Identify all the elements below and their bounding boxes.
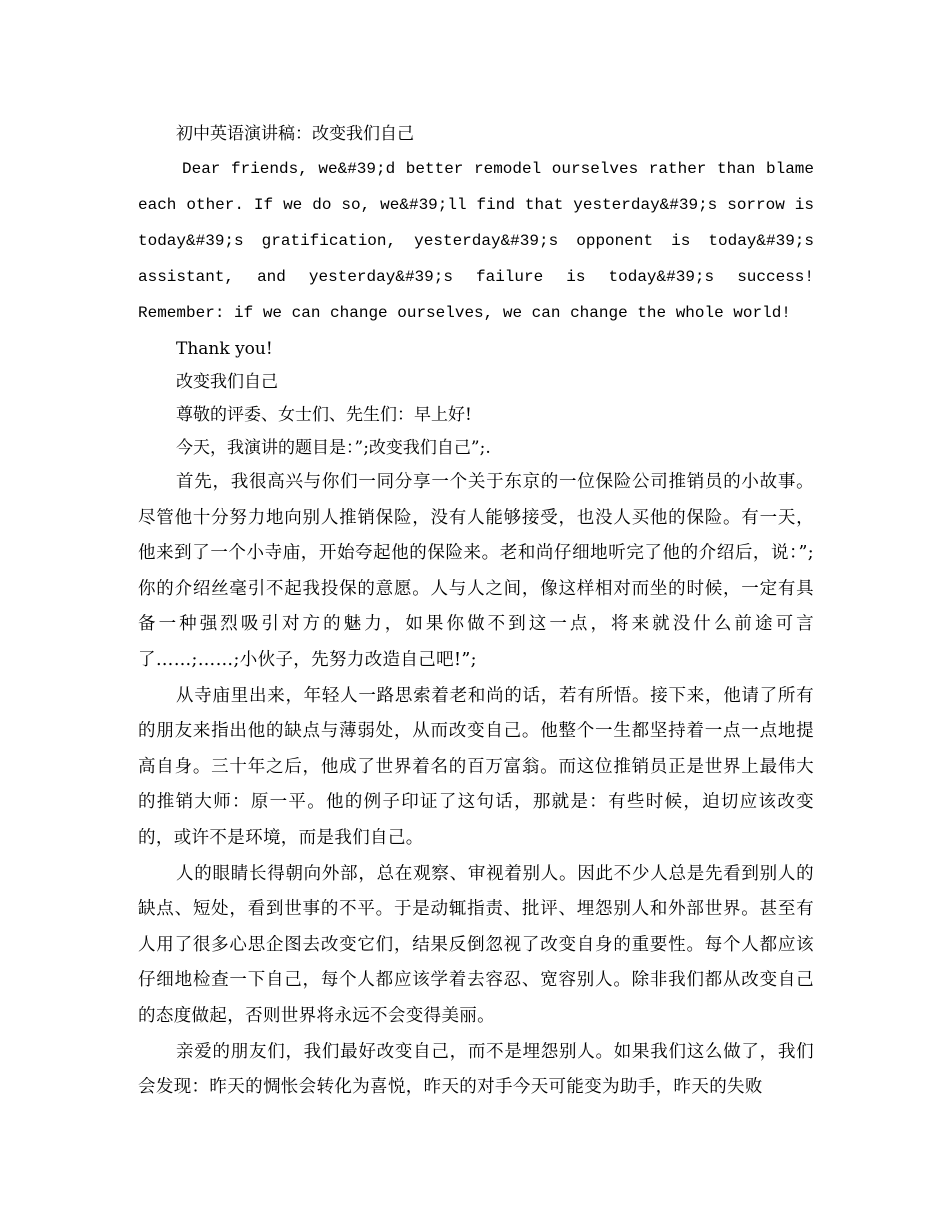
thanks-line: Thank you! — [176, 339, 273, 359]
chinese-title: 改变我们自己 — [176, 372, 278, 392]
english-paragraph: Dear friends, we&#39;d better remodel ourselves rather than blame each other. If we do so, we&#39;ll find that yesterday&#39;s sorrow is today&#39;s gratification, yesterday&#39;s opponent is today&#39;s assistant, and yesterday&#39;s failure is today&#39;s success! Remember: if we can change ourselves, we can change the whole world! — [138, 160, 814, 322]
document-title: 初中英语演讲稿：改变我们自己 — [176, 124, 414, 144]
body-paragraph: 从寺庙里出来，年轻人一路思索着老和尚的话，若有所悟。接下来，他请了所有的朋友来指出他的缺点与薄弱处，从而改变自己。他整个一生都坚持着一点一点地提高自身。三十年之后，他成了世界着名的百万富翁。而这位推销员正是世界上最伟大的推销大师：原一平。他的例子印证了这句话，那就是：有些时候，迫切应该改变的，或许不是环境，而是我们自己。 — [138, 685, 814, 848]
body-paragraph: 人的眼睛长得朝向外部，总在观察、审视着别人。因此不少人总是先看到别人的缺点、短处，看到世事的不平。于是动辄指责、批评、埋怨别人和外部世界。甚至有人用了很多心思企图去改变它们，结果反倒忽视了改变自身的重要性。每个人都应该仔细地检查一下自己，每个人都应该学着去容忍、宽容别人。除非我们都从改变自己的态度做起，否则世界将永远不会变得美丽。 — [138, 863, 814, 1026]
topic-line: 今天，我演讲的题目是：”;改变我们自己”;. — [176, 438, 491, 458]
body-paragraph: 亲爱的朋友们，我们最好改变自己，而不是埋怨别人。如果我们这么做了，我们会发现：昨天的惆怅会转化为喜悦，昨天的对手今天可能变为助手，昨天的失败 — [138, 1041, 814, 1098]
greeting-line: 尊敬的评委、女士们、先生们：早上好! — [176, 405, 472, 425]
body-paragraph: 首先，我很高兴与你们一同分享一个关于东京的一位保险公司推销员的小故事。尽管他十分努力地向别人推销保险，没有人能够接受，也没人买他的保险。有一天，他来到了一个小寺庙，开始夸起他的保险来。老和尚仔细地听完了他的介绍后，说：”;你的介绍丝毫引不起我投保的意愿。人与人之间，像这样相对而坐的时候，一定有具备一种强烈吸引对方的魅力，如果你做不到这一点，将来就没什么前途可言了……;……;小伙子，先努力改造自己吧!”; — [138, 472, 814, 670]
document-body — [138, 118, 814, 1106]
